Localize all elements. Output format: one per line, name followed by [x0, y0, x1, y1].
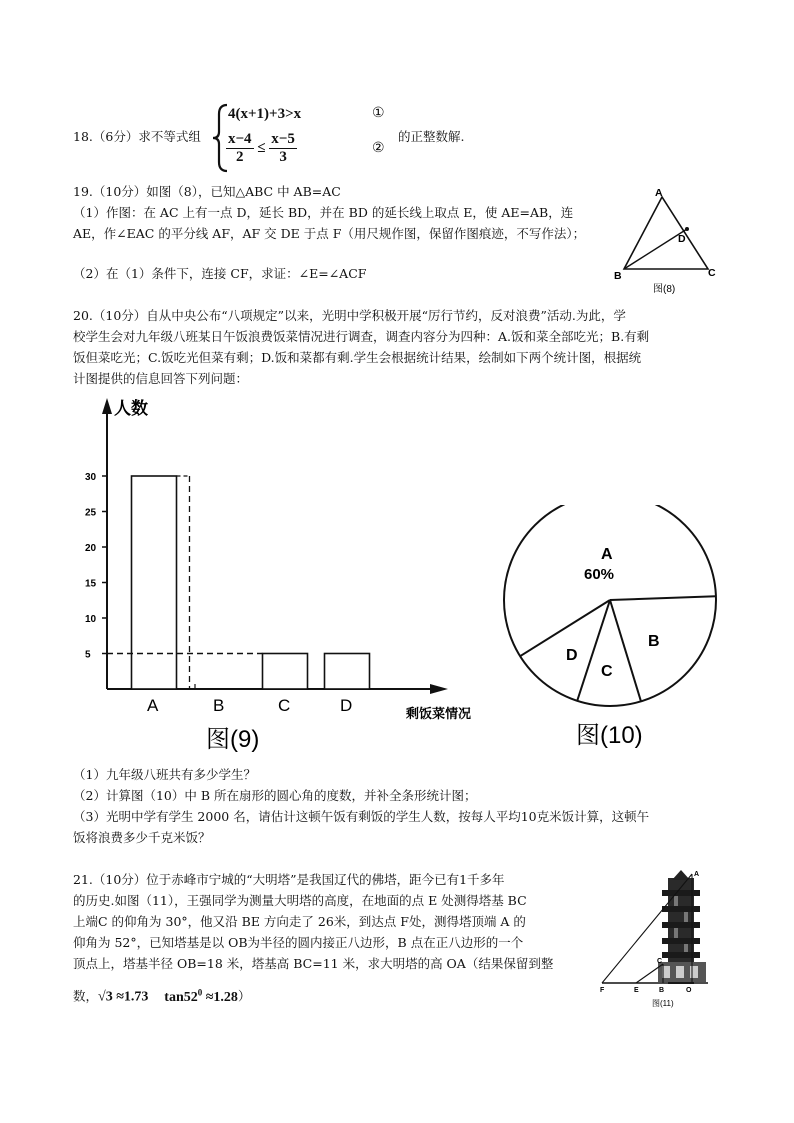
q20-sub2: （2）计算图（10）中 B 所在扇形的圆心角的度数，并补全条形统计图；	[73, 788, 477, 803]
label-b: B	[614, 270, 622, 282]
q19-part1-line2: AE，作∠EAC 的平分线 AF，AF 交 DE 于点 F（用尺规作图，保留作图痕迹，不写作法）；	[73, 226, 586, 241]
q19-part1-line1: （1）作图：在 AC 上有一点 D，延长 BD，并在 BD 的延长线上取点 E，使 AE=AB，连	[73, 205, 574, 220]
y-tick-label: 5	[85, 649, 91, 661]
q20-sub1: （1）九年级八班共有多少学生？	[73, 767, 256, 782]
q21-line6-prefix: 数，	[73, 988, 99, 1004]
y-tick-label: 30	[85, 472, 97, 483]
q21-line1: 21.（10分）位于赤峰市宁城的“大明塔”是我国辽代的佛塔，距今已有1千多年	[73, 872, 505, 887]
y-axis-arrow	[102, 398, 112, 414]
q21-line3: 上端C 的仰角为 30°，他又沿 BE 方向走了 26米，到达点 F处，测得塔顶端 A 的	[73, 914, 526, 929]
tower-figure-11	[596, 866, 716, 1012]
category-label-c: C	[278, 696, 291, 715]
label-b: B	[659, 987, 665, 994]
label-a: A	[694, 871, 700, 878]
triangle-figure-8	[610, 184, 722, 296]
q21-line6-suffix: ）	[237, 988, 251, 1004]
approx-tan52-label: tan52	[164, 989, 198, 1005]
le-sign: ≤	[257, 140, 266, 156]
bar-chart-figure-9	[70, 392, 510, 762]
label-d: D	[678, 233, 686, 245]
y-tick-label: 20	[85, 543, 97, 554]
category-label-a: A	[147, 696, 159, 715]
q21-line6	[73, 983, 250, 1007]
x-axis-label: 剩饭菜情况	[406, 706, 472, 721]
bar-c	[263, 654, 308, 690]
q21-line5: 顶点上，塔基半径 OB=18 米，塔基高 BC=11 米，求大明塔的高 OA（结果保留到整	[73, 956, 554, 971]
slice-label-a: A	[601, 546, 613, 563]
q19-part2: （2）在（1）条件下，连接 CF，求证：∠E=∠ACF	[73, 266, 367, 281]
q20-sub3-line1: （3）光明中学有学生 2000 名，请估计这顿午饭有剩饭的学生人数，按每人平均10克米饭计算，这顿午	[73, 809, 650, 824]
pie-chart-figure-10	[498, 505, 728, 755]
q21-line4: 仰角为 52°，已知塔基是以 OB为半径的圆内接正八边形，B 点在正八边形的一个	[73, 935, 524, 950]
y-axis-label: 人数	[114, 399, 148, 418]
bar-a	[132, 476, 177, 689]
slice-label-c: C	[601, 663, 613, 680]
label-c: C	[708, 267, 716, 279]
bar-d	[325, 654, 370, 690]
category-label-b: B	[213, 696, 225, 715]
y-tick-label: 15	[85, 578, 97, 590]
approx-tan52	[164, 987, 238, 1005]
figure-9-caption: 图(9)	[206, 726, 260, 753]
y-tick-label: 10	[85, 614, 97, 625]
mark-1: ①	[372, 105, 385, 121]
q18-suffix: 的正整数解.	[398, 129, 465, 144]
figure-8-caption: 图(8)	[653, 284, 676, 295]
q18-prefix: 18.（6分）求不等式组	[73, 129, 201, 144]
slice-a-percent: 60%	[584, 566, 615, 583]
label-f: F	[600, 987, 605, 994]
label-o: O	[686, 987, 692, 994]
q20-line2: 校学生会对九年级八班某日午饭浪费饭菜情况进行调查，调查内容分为四种：A.饭和菜全部吃光；B.有剩	[73, 329, 650, 344]
q20-line4: 计图提供的信息回答下列问题：	[73, 371, 249, 386]
pagoda-illustration	[658, 870, 706, 984]
frac1-denominator: 2	[236, 149, 244, 165]
q21-line2: 的历史.如图（11），王强同学为测量大明塔的高度，在地面的点 E 处测得塔基 BC	[73, 893, 527, 908]
slice-label-b: B	[648, 633, 660, 650]
inequality-2	[226, 131, 297, 166]
q20-line1: 20.（10分）自从中央公布“八项规定”以来，光明中学积极开展“厉行节约，反对浪费”活动.为此，学	[73, 308, 626, 323]
q20-line3: 饭但菜吃光；C.饭吃光但菜有剩；D.饭和菜都有剩.学生会根据统计结果，绘制如下两个统计图，根据统	[73, 350, 642, 365]
approx-tan52-degree: 0	[197, 987, 203, 997]
frac2-denominator: 3	[279, 149, 287, 165]
inequality-1: 4(x+1)+3>x	[228, 106, 302, 122]
x-axis-arrow	[430, 684, 448, 694]
y-tick-label: 25	[85, 507, 97, 519]
label-c: C	[657, 958, 663, 965]
approx-tan52-value: ≈1.28	[202, 989, 238, 1005]
q20-sub3-line2: 饭将浪费多少千克米饭？	[73, 830, 211, 845]
category-label-d: D	[340, 696, 353, 715]
q19-title: 19.（10分）如图（8），已知△ABC 中 AB=AC	[73, 184, 341, 199]
frac2-numerator: x−5	[271, 131, 295, 147]
approx-sqrt3: √3 ≈1.73	[98, 989, 149, 1005]
slice-label-d: D	[566, 647, 578, 664]
figure-11-caption: 图(11)	[652, 999, 674, 1008]
frac1-numerator: x−4	[228, 131, 252, 147]
mark-2: ②	[372, 140, 385, 156]
figure-10-caption: 图(10)	[576, 722, 643, 749]
label-a: A	[655, 187, 663, 199]
label-e: E	[634, 987, 639, 994]
